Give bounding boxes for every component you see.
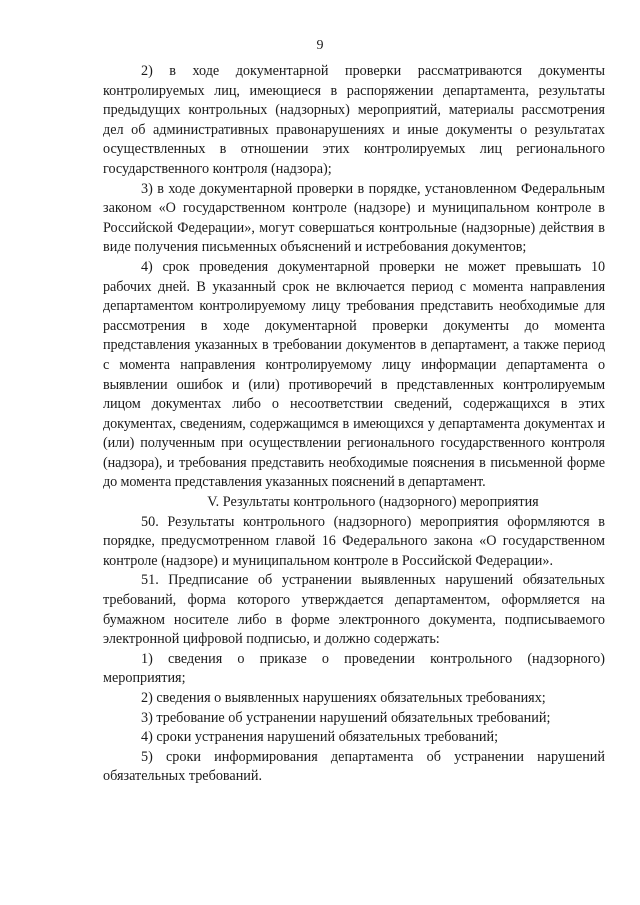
section-title: V. Результаты контрольного (надзорного) мероприятия	[207, 494, 539, 511]
page-number: 9	[316, 38, 324, 53]
paragraph-51-item-4: 4) сроки устранения нарушений обязательных требований;	[141, 729, 499, 746]
paragraph-51-item-2: 2) сведения о выявленных нарушениях обязательных требованиях;	[141, 690, 546, 706]
paragraph-51: 51. Предписание об устранении выявленных нарушений обязательных требований, форма которого утверждается департаментом, оформляется на бумажном носителе либо в форме электронного документа, подписываемого электронной цифровой подписью, и должно содержать:	[103, 572, 605, 648]
document-body	[103, 62, 605, 787]
paragraph-51-item-1: 1) сведения о приказе о проведении контрольного (надзорного) мероприятия;	[103, 650, 605, 687]
paragraph-51-item-3: 3) требование об устранении нарушений обязательных требований;	[141, 709, 551, 726]
paragraph-item-2: 2) в ходе документарной проверки рассматриваются документы контролируемых лиц, имеющиеся в распоряжении департамента, результаты предыдущих контрольных (надзорных) мероприятий, материалы рассмотрения дел об административных правонарушениях и иные документы о результатах осуществленных в отношении этих контролируемых лиц регионального государственного контроля (надзора);	[103, 63, 605, 177]
paragraph-item-3: 3) в ходе документарной проверки в порядке, установленном Федеральным законом «О государственном контроле (надзоре) и муниципальном контроле в Российской Федерации», могут совершаться контрольные (надзорные) действия в виде получения письменных объяснений и истребования документов;	[103, 180, 605, 256]
paragraph-50: 50. Результаты контрольного (надзорного) мероприятия оформляются в порядке, предусмотренном главой 16 Федерального закона «О государственном контроле (надзоре) и муниципальном контроле в Российской Федерации».	[103, 513, 605, 569]
paragraph-51-item-5: 5) сроки информирования департамента об устранении нарушений обязательных требований.	[103, 748, 605, 785]
paragraph-item-4: 4) срок проведения документарной проверки не может превышать 10 рабочих дней. В указанный срок не включается период с момента направления департаментом контролируемому лицу требования представить необходимые для рассмотрения в ходе документарной проверки документы до момента представления указанных в требовании документов в департамент, а также период с момента направления контролируемому лицу информации департамента о выявлении ошибок и (или) противоречий в представленных контролируемым лицом документах либо о несоответствии сведений, содержащихся в этих документах, сведениям, содержащимся в имеющихся у департамента документах и (или) полученным при осуществлении регионального государственного контроля (надзора), и требования представить необходимые пояснения в письменной форме до момента представления указанных пояснений в департамент.	[103, 258, 605, 491]
